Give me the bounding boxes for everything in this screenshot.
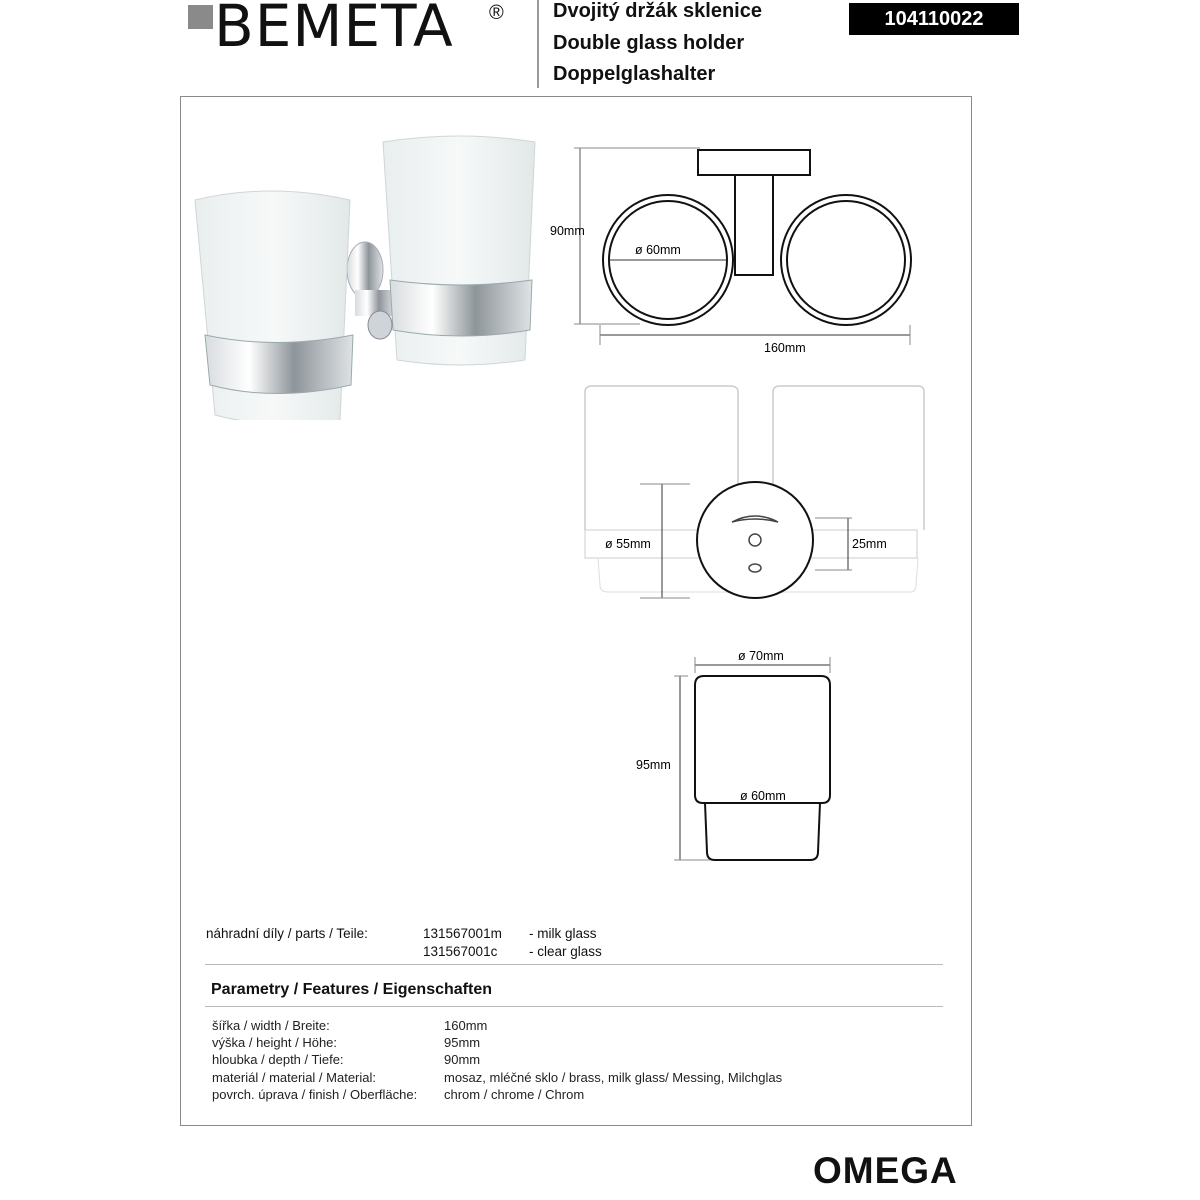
glass-top-profile	[695, 676, 830, 803]
section-divider	[205, 964, 943, 965]
spec-value: mosaz, mléčné sklo / brass, milk glass/ Messing, Milchglas	[444, 1070, 783, 1085]
wall-rosette	[347, 242, 383, 298]
spec-label: hloubka / depth / Tiefe:	[212, 1052, 344, 1067]
depth-label: 90mm	[550, 224, 585, 238]
spec-row	[212, 1052, 481, 1067]
ring-outer-right	[781, 195, 911, 325]
spec-value: 90mm	[444, 1052, 481, 1067]
arm-knob	[368, 311, 392, 339]
spec-label: materiál / material / Material:	[212, 1070, 376, 1085]
front-view-drawing	[580, 380, 930, 610]
rosette-offset-label: 25mm	[852, 537, 887, 551]
product-code: 104110022	[849, 3, 1019, 35]
registered-mark: ®	[489, 2, 504, 24]
ring-right	[390, 280, 532, 336]
rosette-circle	[697, 482, 813, 598]
spec-label: povrch. úprava / finish / Oberfläche:	[212, 1087, 418, 1102]
top-view-drawing	[540, 140, 940, 360]
wall-plate	[698, 150, 810, 175]
spec-row	[212, 1018, 488, 1033]
features-title: Parametry / Features / Eigenschaften	[211, 981, 492, 998]
spec-value: chrom / chrome / Chrom	[444, 1087, 585, 1102]
part-desc: - milk glass	[529, 926, 597, 941]
part-code: 131567001c	[423, 944, 498, 959]
glass-bottom-profile	[705, 803, 820, 860]
spec-row	[212, 1087, 585, 1102]
spec-row	[212, 1070, 783, 1085]
brand-logo: BEMETA	[214, 0, 454, 60]
ring-left	[205, 335, 353, 394]
title-de: Doppelglashalter	[553, 63, 716, 85]
spec-label: šířka / width / Breite:	[212, 1018, 330, 1033]
spec-value: 95mm	[444, 1035, 481, 1050]
ring-inner-right	[787, 201, 905, 319]
spec-label: výška / height / Höhe:	[212, 1035, 338, 1050]
series-name: OMEGA	[813, 1150, 958, 1191]
logo-square	[188, 5, 213, 29]
width-label: 160mm	[764, 341, 806, 355]
spec-value: 160mm	[444, 1018, 488, 1033]
header-divider	[537, 0, 539, 88]
product-photo	[185, 130, 555, 420]
glass-height-label: 95mm	[636, 758, 671, 772]
title-cz: Dvojitý držák sklenice	[553, 0, 762, 22]
rosette-dia-label: ø 55mm	[605, 537, 651, 551]
title-en: Double glass holder	[553, 32, 745, 54]
arm-profile	[735, 175, 773, 275]
glass-top-dia-label: ø 70mm	[738, 649, 784, 663]
part-desc: - clear glass	[529, 944, 602, 959]
section-divider	[205, 1006, 943, 1007]
inner-dia-label: ø 60mm	[635, 243, 681, 257]
spec-row	[212, 1035, 481, 1050]
glass-bottom-dia-label: ø 60mm	[740, 789, 786, 803]
part-code: 131567001m	[423, 926, 502, 941]
glass-drawing	[630, 645, 850, 870]
parts-label: náhradní díly / parts / Teile:	[206, 926, 368, 941]
